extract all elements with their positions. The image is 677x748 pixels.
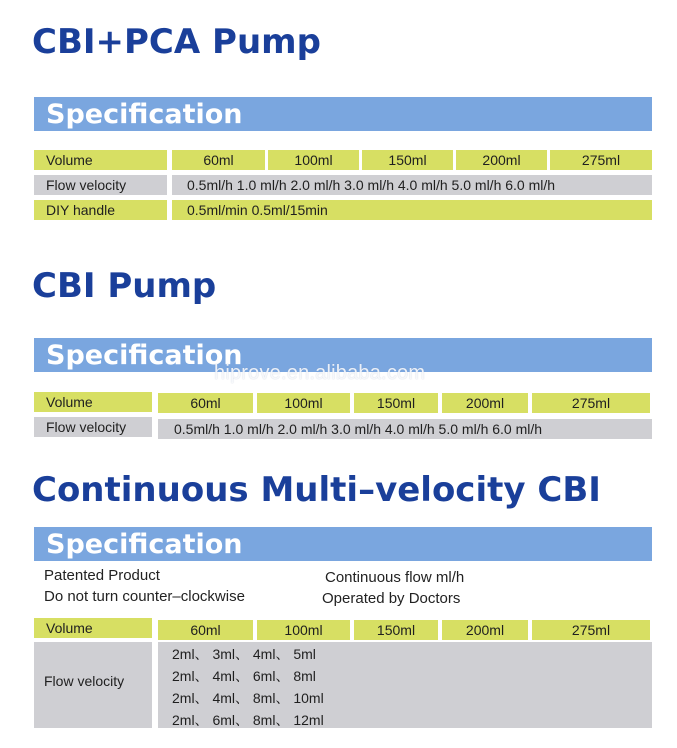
volume-cell: 275ml (550, 150, 652, 170)
volume-cell: 275ml (532, 393, 650, 413)
volume-cell: 150ml (354, 620, 438, 640)
flow-velocity-label-cell (34, 642, 152, 728)
note-patented: Patented Product (44, 567, 160, 584)
flow-velocity-line: 2ml、 3ml、 4ml、 5ml (172, 646, 316, 662)
specification-bar (34, 527, 652, 561)
note-operated: Operated by Doctors (322, 590, 461, 607)
section-title-continuous: Continuous Multi–velocity CBI (32, 470, 601, 510)
flow-velocity-line: 2ml、 4ml、 8ml、 10ml (172, 690, 324, 706)
flow-velocity-label: Flow velocity (34, 175, 167, 195)
flow-velocity-line: 2ml、 6ml、 8ml、 12ml (172, 712, 324, 728)
volume-cell: 100ml (257, 620, 350, 640)
diy-handle-value: 0.5ml/min 0.5ml/15min (172, 200, 652, 220)
volume-cell: 275ml (532, 620, 650, 640)
watermark-text: hiprove.en.alibaba.com (214, 362, 426, 384)
volume-cell: 60ml (172, 150, 265, 170)
note-direction: Do not turn counter–clockwise (44, 588, 245, 605)
volume-cell: 100ml (257, 393, 350, 413)
flow-velocity-label: Flow velocity (34, 417, 152, 437)
specification-label: Specification (46, 529, 243, 560)
specification-bar (34, 97, 652, 131)
flow-velocity-label: Flow velocity (44, 673, 125, 689)
volume-cell: 200ml (442, 620, 528, 640)
flow-velocity-value: 0.5ml/h 1.0 ml/h 2.0 ml/h 3.0 ml/h 4.0 ml/h 5.0 ml/h 6.0 ml/h (172, 175, 652, 195)
specification-label: Specification (46, 99, 243, 130)
flow-velocity-values-cell (158, 642, 652, 728)
volume-cell: 60ml (158, 393, 253, 413)
volume-cell: 60ml (158, 620, 253, 640)
volume-cell: 100ml (268, 150, 359, 170)
volume-label: Volume (34, 392, 152, 412)
volume-label: Volume (34, 618, 152, 638)
flow-velocity-line: 2ml、 4ml、 6ml、 8ml (172, 668, 316, 684)
section-title-cbi: CBI Pump (32, 266, 217, 306)
volume-cell: 150ml (354, 393, 438, 413)
specification-label: Specification (46, 340, 243, 371)
section-title-cbi-pca: CBI+PCA Pump (32, 22, 321, 62)
diy-handle-label: DIY handle (34, 200, 167, 220)
volume-cell: 200ml (442, 393, 528, 413)
volume-cell: 200ml (456, 150, 547, 170)
note-continuous-flow: Continuous flow ml/h (325, 569, 465, 586)
flow-velocity-value: 0.5ml/h 1.0 ml/h 2.0 ml/h 3.0 ml/h 4.0 ml/h 5.0 ml/h 6.0 ml/h (158, 419, 652, 439)
volume-label: Volume (34, 150, 167, 170)
volume-cell: 150ml (362, 150, 453, 170)
